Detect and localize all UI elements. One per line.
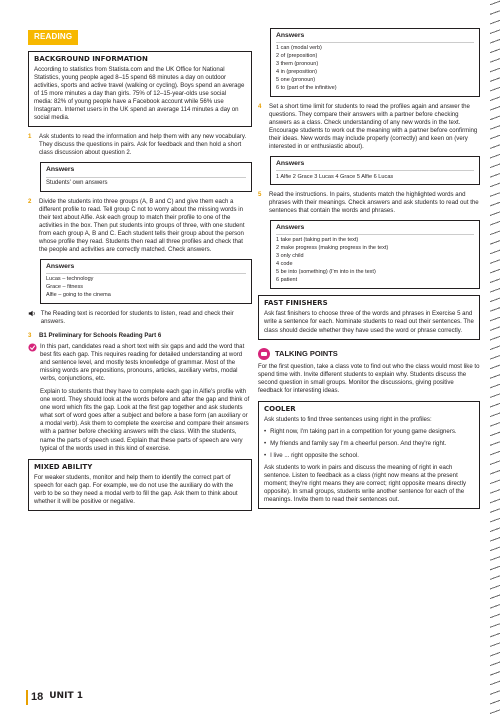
- answer-item: 5 one (pronoun): [276, 76, 316, 83]
- step-2-number: 2: [28, 197, 32, 205]
- answers-1-text: Students' own answers: [46, 177, 246, 188]
- answers-box-2: [40, 259, 252, 304]
- mixed-ability-text: For weaker students, monitor and help them to identify the correct part of speech for each gap. For example, we do not use the auxiliary do with the verb to be so they need a modal verb to fill the gap. Ask them to think about whether it will be positive or negative.: [34, 473, 238, 505]
- exam-para-2: Explain to students that they have to complete each gap in Alfie's profile with one word. They should look at the words before and after the gap and think of one word which fits the gap. Look at the first gap together and ask students what sort of word goes after a subject and before a base form (an auxiliary or a modal verb). Ask them to complete the exercise and compare their answers with a partner before checking answers with the class. With the students, name the parts of speech used. Explain that these parts of speech are very typical of the words used in this kind of exercise.: [40, 388, 250, 452]
- exam-para-1-text: In this part, candidates read a short text with six gaps and add the word that best fits each gap. This requires reading for detailed understanding at word and sentence level, and mostly tests knowledge of grammar. Most of the missing words are prepositions, pronouns, articles, auxiliary verbs, modal verbs, conjunctions, etc.: [40, 343, 245, 383]
- cooler-outro: Ask students to work in pairs and discuss the meaning of right in each sentence. Listen to feedback as a class (right now means at the present moment; they're right means they are correct; right opposite means directly opposite). In small groups, students write another sentence for each of the meanings. Invite them to read their sentences out.: [264, 464, 467, 504]
- answer-item: 3 only child: [276, 253, 304, 260]
- exam-check-icon: [28, 343, 37, 352]
- mixed-ability-title: MIXED ABILITY: [34, 462, 93, 471]
- answers-5-title: Answers: [276, 224, 305, 232]
- exam-task-heading: [28, 332, 252, 340]
- answers-box-3: [270, 28, 480, 97]
- cooler-bullet-text: My friends and family say I'm a cheerful person. And they're right.: [270, 439, 447, 447]
- section-tag: READING: [28, 30, 78, 45]
- right-column: [258, 28, 480, 509]
- unit-label: UNIT 1: [49, 691, 83, 702]
- audio-icon: [28, 310, 36, 317]
- cooler-bullet-text: Right now, I'm taking part in a competition for young game designers.: [270, 427, 457, 435]
- cooler-bullet: [264, 452, 474, 460]
- answers-2-title: Answers: [46, 263, 75, 271]
- step-1: [28, 133, 252, 157]
- answer-item: 5 be into (something) (I'm into in the text): [276, 269, 376, 276]
- talking-points-text: For the first question, take a class vote to find out who the class would most like to spend time with. Invite different students to explain why. Students discuss the second question in small groups. Monitor the discussions, giving positive feedback for interesting ideas.: [258, 362, 480, 394]
- answer-item: Grace – fitness: [46, 284, 83, 291]
- answers-box-1: [40, 162, 252, 192]
- answer-item: 4 code: [276, 261, 293, 268]
- exam-task-para-1: [28, 343, 252, 383]
- background-info-text: According to statistics from Statista.com and the UK Office for National Statistics, young people aged 8–15 spend 68 minutes a day on outdoor activities, sports and active travel (walking or cycling). Boys spend an average of 15 more minutes a day than girls. 75% of 12–15-year-olds use social media: 82% of young people have a Facebook account while 56% use Instagram. Internet users in the UK spend an average 114 minutes a day on social media.: [34, 65, 245, 121]
- page-footer: [26, 690, 83, 705]
- answer-item: 6 patient: [276, 277, 298, 284]
- exam-task-title: B1 Preliminary for Schools Reading Part 6: [39, 332, 162, 340]
- step-4: [258, 103, 480, 151]
- answer-item: Alfie – going to the cinema: [46, 292, 111, 299]
- answer-item: 4 in (preposition): [276, 68, 317, 75]
- answers-1-title: Answers: [46, 166, 75, 174]
- answer-item: 2 of (preposition): [276, 52, 318, 59]
- talking-points-title: TALKING POINTS: [275, 348, 338, 358]
- answer-item: 1 can (modal verb): [276, 44, 322, 51]
- answers-box-4: [270, 156, 480, 185]
- answers-2-list: [46, 273, 246, 300]
- answers-5-list: [276, 234, 474, 285]
- step-1-number: 1: [28, 133, 32, 140]
- step-4-text: Set a short time limit for students to read the profiles again and answer the questions. They compare their answers with a partner before checking answers as a class. Check understanding of any new words in the text. Encourage students to work out the meaning with a partner before confirming their ideas. New words may include properly (correctly) and keen on (very interested in or enthusiastic about).: [269, 102, 478, 150]
- cooler-bullet: [264, 428, 474, 436]
- step-2: [28, 198, 252, 254]
- fast-finishers-title: FAST FINISHERS: [264, 299, 328, 308]
- left-column: [28, 30, 252, 511]
- talking-points-heading: [258, 348, 480, 360]
- bullet-dot-icon: •: [264, 451, 267, 459]
- answer-item: 6 to (part of the infinitive): [276, 84, 337, 91]
- bullet-dot-icon: •: [264, 439, 267, 447]
- answers-3-list: [276, 42, 474, 93]
- fast-finishers-text: Ask fast finishers to choose three of the words and phrases in Exercise 5 and write a sentence for each. Nominate students to read out their sentences. The class should decide whether they have used the word or phrase correctly.: [264, 310, 474, 334]
- answer-item: Lucas – technology: [46, 276, 94, 283]
- step-4-number: 4: [258, 102, 262, 110]
- answer-item: 2 make progress (making progress in the text): [276, 245, 389, 252]
- page-edge-decoration: [490, 0, 500, 714]
- fast-finishers-box: [258, 295, 480, 339]
- background-info-title: BACKGROUND INFORMATION: [34, 54, 148, 63]
- audio-note: [28, 310, 252, 326]
- step-5-text: Read the instructions. In pairs, students match the highlighted words and phrases with their meanings. Check answers and ask students to read out the sentences that contain the words and phrases.: [269, 191, 479, 215]
- cooler-title: COOLER: [264, 404, 296, 413]
- background-info-box: [28, 51, 252, 127]
- mixed-ability-box: [28, 459, 252, 511]
- cooler-intro: Ask students to find three sentences using right in the profiles:: [264, 415, 432, 423]
- cooler-bullet: [264, 440, 474, 448]
- cooler-bullet-text: I live ... right opposite the school.: [270, 451, 359, 459]
- answer-item: 3 them (pronoun): [276, 60, 319, 67]
- speech-bubble-icon: [258, 348, 270, 360]
- answers-box-5: [270, 220, 480, 289]
- cooler-box: [258, 401, 480, 510]
- answers-4-text: 1 Alfie 2 Grace 3 Lucas 4 Grace 5 Alfie 6 Lucas: [276, 170, 474, 181]
- step-1-text: Ask students to read the information and help them with any new vocabulary. They discuss the questions in pairs. Ask for feedback and then hold a short class discussion about question 2.: [39, 133, 247, 157]
- answers-3-title: Answers: [276, 32, 305, 39]
- step-5: [258, 191, 480, 215]
- bullet-dot-icon: •: [264, 427, 267, 435]
- step-5-number: 5: [258, 191, 262, 199]
- audio-note-text: The Reading text is recorded for students to listen, read and check their answers.: [40, 310, 234, 326]
- step-3-number: 3: [28, 332, 32, 340]
- answers-4-title: Answers: [276, 159, 305, 167]
- page-number: 18: [26, 690, 43, 705]
- step-2-text: Divide the students into three groups (A, B and C) and give them each a different profile to read. Tell group C not to worry about the missing words in their text about Alfie. Ask each group to match their profile to one of the activities in the box. Then put students into groups of three, with one student from each group A, B and C. Each student tells their group about the person whose profile they read. Students then read all three profiles and check that the people and activities are correctly matched. Check answers.: [39, 197, 245, 254]
- answer-item: 1 take part (taking part in the text): [276, 237, 359, 244]
